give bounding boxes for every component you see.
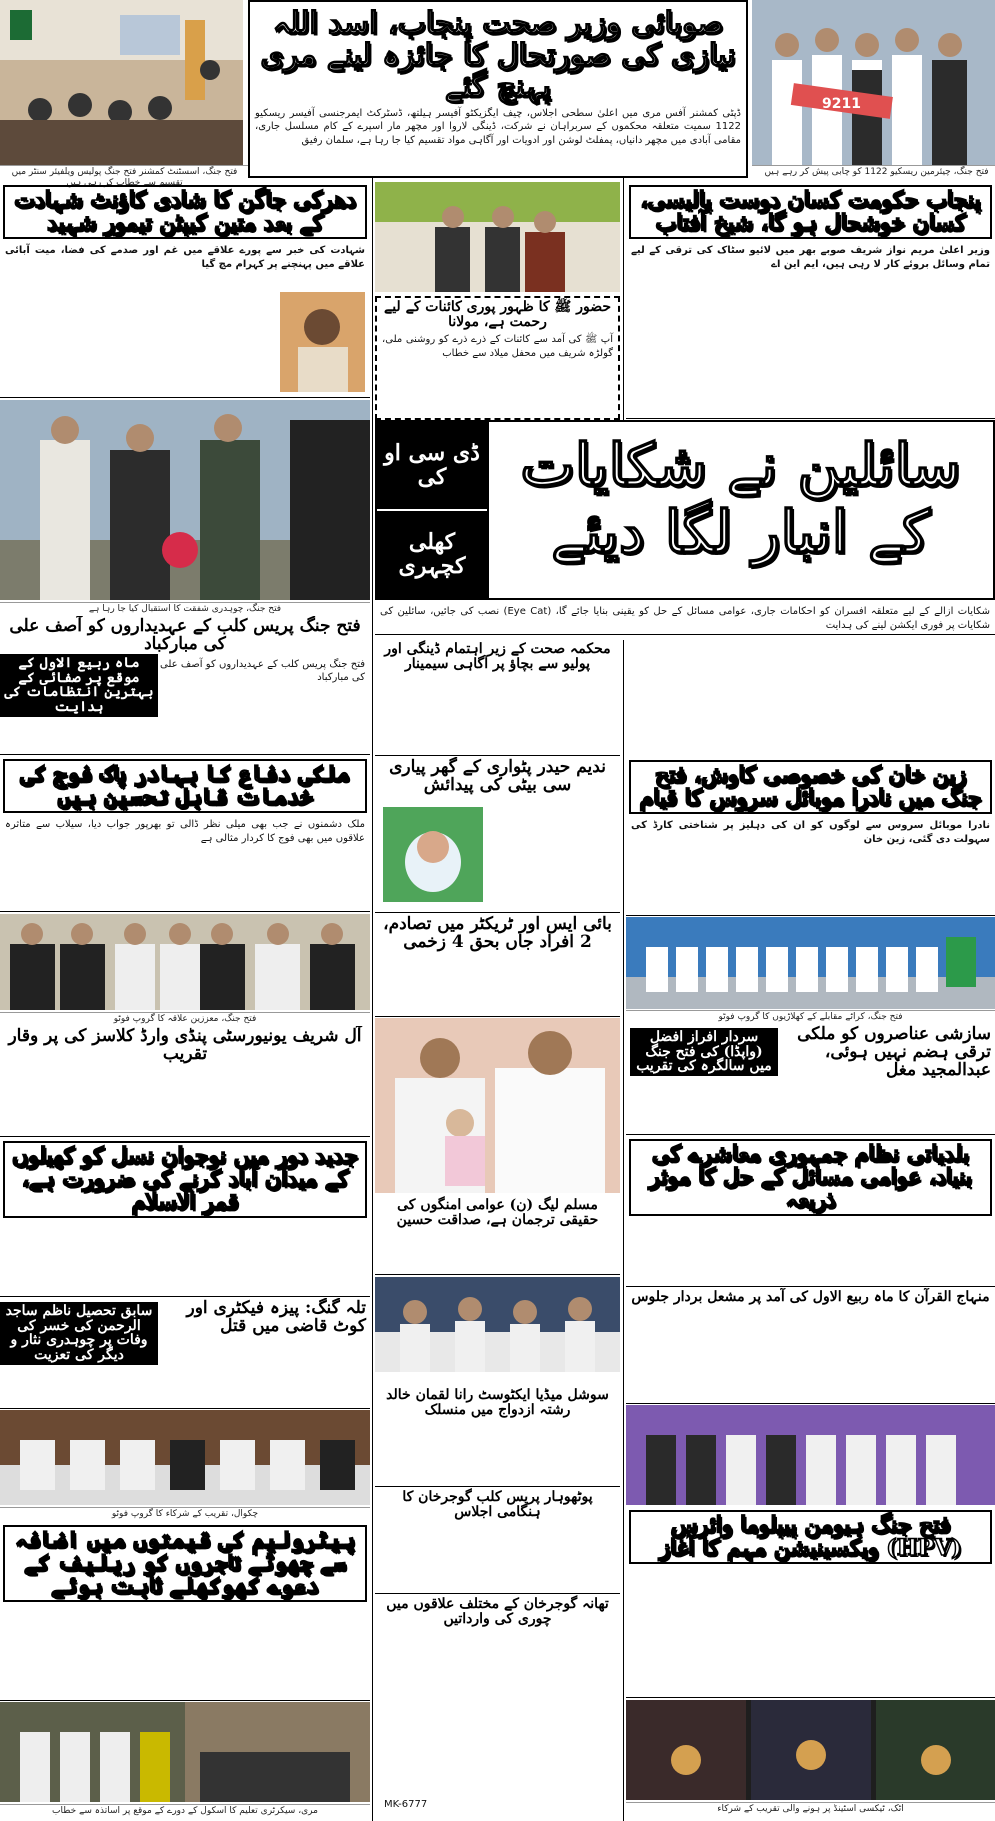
right-h6: فتح جنگ ہیومن پیپلوما وائرس (HPV) ویکسینیشن مہم کا آغاز <box>629 1510 992 1564</box>
right-t1: وزیر اعلیٰ مریم نواز شریف صوبے بھر میں لائیو سٹاک کی ترقی کے لیے تمام وسائل بروئے کار لا رہی ہیں، ایم این اے <box>631 245 990 270</box>
center-story-2 <box>375 640 620 756</box>
left-h2: فتح جنگ پریس کلب کے عہدیداروں کو آصف علی کی مبارکباد <box>9 616 361 654</box>
dco-label-2: کھلی کچہری <box>377 509 487 598</box>
left-photo-3-caption: چکوال، تقریب کے شرکاء کا گروپ فوٹو <box>0 1507 370 1521</box>
center-story-3 <box>375 757 620 913</box>
left-photo-1-caption: فتح جنگ، چوہدری شفقت کا استقبال کیا جا رہا ہے <box>0 602 370 616</box>
main-text: شکایات ازالے کے لیے متعلقہ افسران کو احکامات جاری، عوامی مسائل کے حل کو یقینی بنایا جائے گا، (Eye Cat) نصب کی جائیں، سائلین کی شکایات پر فوری ایکشن لینے کی ہدایت <box>375 603 995 635</box>
left-story-3 <box>0 756 370 912</box>
left-photo-2-caption: فتح جنگ، معززین علاقہ کا گروپ فوٹو <box>0 1012 370 1026</box>
left-h3: ملکی دفاع کا بہادر پاک فوج کی خدمات قابل تحسین ہیں <box>3 759 367 813</box>
plate-number: 9211 <box>822 96 861 112</box>
quote-text: آپ ﷺ کی آمد سے کائنات کے ذرے ذرے کو روشنی ملی، گولڑہ شریف میں محفل میلاد سے خطاب <box>382 334 613 359</box>
center-photo-3 <box>375 1277 620 1372</box>
center-ref: MK-6777 <box>384 1798 428 1810</box>
center-story-7 <box>375 1488 620 1594</box>
center-h7: پوٹھوہار پریس کلب گوجرخان کا ہنگامی اجلاس <box>402 1489 593 1520</box>
right-story-5 <box>626 1288 995 1404</box>
left-box6: سابق تحصیل ناظم ساجد الرحمن کی خسر کی وفات پر چوہدری نثار و دیگر کی تعزیت <box>0 1302 158 1365</box>
center-story-5 <box>375 1196 620 1275</box>
right-h5: منہاج القرآن کا ماہ ربیع الاول کی آمد پر مشعل بردار جلوس <box>631 1289 990 1305</box>
center-h4: بائی ایس اور ٹریکٹر میں تصادم، 2 افراد جاں بحق 4 زخمی <box>383 914 612 952</box>
portrait-photo <box>280 292 365 392</box>
right-t2: نادرا موبائل سروس سے لوگوں کو ان کی دہلیز پر شناختی کارڈ کی سہولت دی گئی، زین خان <box>631 820 990 845</box>
top-left-caption: فتح جنگ، اسسٹنٹ کمشنر فتح جنگ پولیس ویلفیئر سنٹر میں تقسیم سے خطاب کر رہی ہیں <box>0 165 249 190</box>
left-t2 <box>155 656 370 687</box>
left-column <box>0 0 370 1821</box>
left-photo-4 <box>0 1702 370 1802</box>
right-story-3 <box>626 1024 995 1135</box>
quote-title: حضور ﷺ کا ظہور پوری کائنات کے لیے رحمت ہے، مولانا <box>384 299 611 330</box>
left-h7: پیٹرولیم کی قیمتوں میں اضافہ سے چھوٹے تاجروں کو ریلیف کے دعوے کھوکھلے ثابت ہوئے <box>3 1525 367 1602</box>
left-photo-3 <box>0 1410 370 1505</box>
right-story-2 <box>626 757 995 916</box>
left-h4: آل شریف یونیورسٹی پنڈی وارڈ کلاسز کی پر وقار تقریب <box>8 1026 362 1064</box>
right-story-4 <box>626 1136 995 1287</box>
center-h8: تھانہ گوجرخان کے مختلف علاقوں میں چوری کی وارداتیں <box>386 1596 609 1627</box>
dco-label-1: ڈی سی او کی <box>377 422 487 509</box>
left-story-2 <box>0 616 370 755</box>
center-h5: مسلم لیگ (ن) عوامی امنگوں کی حقیقی ترجمان ہے، صداقت حسین <box>396 1197 599 1228</box>
center-h6: سوشل میڈیا ایکٹوسٹ رانا لقمان خالد رشتہ ازدواج میں منسلک <box>386 1387 609 1418</box>
baby-photo <box>383 807 483 902</box>
left-t1: شہادت کی خبر سے پورے علاقے میں غم اور صدمے کی فضا، میت آبائی علاقے میں پہنچنے پر کہرام مچ گیا <box>5 245 365 270</box>
left-h1: دھرکی جاگن کا شادی کاؤنٹ شہادت کے بعد متین کیپٹن تیمور شہید <box>3 185 367 239</box>
left-h6: تلہ گنگ: پیزہ فیکٹری اور کوٹ قاضی میں قتل <box>186 1298 366 1336</box>
left-photo-1 <box>0 400 370 600</box>
center-h2: محکمہ صحت کے زیر اہتمام ڈینگی اور پولیو سے بچاؤ پر آگاہی سیمینار <box>384 641 611 672</box>
left-story-1 <box>0 182 370 398</box>
right-photo-3-caption: اٹک، ٹیکسی اسٹینڈ پر ہونے والی تقریب کے شرکاء <box>626 1802 995 1816</box>
right-column <box>626 0 995 1821</box>
top-text: ڈپٹی کمشنر آفس مری میں اعلیٰ سطحی اجلاس، چیف ایگزیکٹو آفیسر ہیلتھ، ڈسٹرکٹ ایمرجنسی آفیسر ریسکیو 1122 سمیت متعلقہ محکموں کے سربراہان نے شرکت، ڈینگی لاروا اور مچھر مار اسپرے کے کام مسلسل جاری، مقامی آبادی میں مچھر دانیاں، پمفلٹ لوشن اور ادویات اور آگاہی مواد تقسیم کیا جا رہا ہے، سلمان رفیق <box>255 107 741 146</box>
right-h4: بلدیاتی نظام جمہوری معاشرے کی بنیاد، عوامی مسائل کے حل کا موثر ذریعہ <box>629 1139 992 1216</box>
right-h2: زین خان کی خصوصی کاوش، فتح جنگ میں نادرا موبائل سروس کا قیام <box>629 760 992 814</box>
left-photo-4-caption: مری، سیکرٹری تعلیم کا اسکول کے دورے کے موقع پر اساتذہ سے خطاب <box>0 1804 370 1818</box>
column-rule-right-top <box>623 178 624 420</box>
center-story-6 <box>375 1386 620 1487</box>
right-photo-3 <box>626 1700 995 1800</box>
right-photo-1-caption: فتح جنگ، کراٹے مقابلے کے کھلاڑیوں کا گروپ فوٹو <box>626 1010 995 1024</box>
right-h3: سازشی عناصروں کو ملکی ترقی ہضم نہیں ہوئی، عبدالمجید مغل <box>797 1024 991 1080</box>
right-story-1 <box>626 182 995 419</box>
center-h3: ندیم حیدر پٹواری کے گھر پیاری سی بیٹی کی پیدائش <box>389 757 606 795</box>
right-photo-2 <box>626 1405 995 1505</box>
right-photo-1 <box>626 917 995 1009</box>
top-right-caption: فتح جنگ، چیئرمین ریسکیو 1122 کو چابی پیش کر رہے ہیں <box>752 165 995 179</box>
top-headline: صوبائی وزیر صحت پنجاب، اسد اللہ نیازی کی صورتحال کا جائزہ لینے مری پہنچ گئے <box>260 6 736 104</box>
center-photo-2 <box>375 1018 620 1193</box>
right-box3: سردار افراز افضل (واپڈا) کی فتح جنگ میں سالگرہ کی تقریب <box>630 1028 778 1076</box>
left-photo-2 <box>0 914 370 1010</box>
left-t3: ملک دشمنوں نے جب بھی میلی نظر ڈالی تو بھرپور جواب دیا، سیلاب سے متاثرہ علاقوں میں بھی فوج کا کردار مثالی ہے <box>5 819 365 844</box>
right-story-6 <box>626 1507 995 1698</box>
column-rule-right-bottom <box>623 640 624 1821</box>
center-story-4 <box>375 914 620 1017</box>
left-h5: جدید دور میں نوجوان نسل کو کھیلوں کے میدان آباد کرنے کی ضرورت ہے، قمر الاسلام <box>3 1141 367 1218</box>
main-headline: سائلین نے شکایات کے انبار لگا دیئے <box>520 431 961 566</box>
left-story-6 <box>0 1298 370 1409</box>
left-story-5 <box>0 1138 370 1297</box>
column-rule-left <box>372 178 373 1821</box>
center-column-lower <box>375 0 620 1821</box>
left-story-4 <box>0 1026 370 1137</box>
right-h1: پنجاب حکومت کسان دوست پالیسی، کسان خوشحال ہو گا، شیخ آفتاب <box>629 185 992 239</box>
left-story-7 <box>0 1522 370 1701</box>
left-box2: ماہ ربیع الاول کے موقع پر صفائی کے بہترین انتظامات کی ہدایت <box>0 654 158 717</box>
left-h2-repeat: فتح جنگ پریس کلب کے عہدیداروں کو آصف علی کی مبارکباد <box>160 658 365 684</box>
center-story-8 <box>375 1595 620 1821</box>
